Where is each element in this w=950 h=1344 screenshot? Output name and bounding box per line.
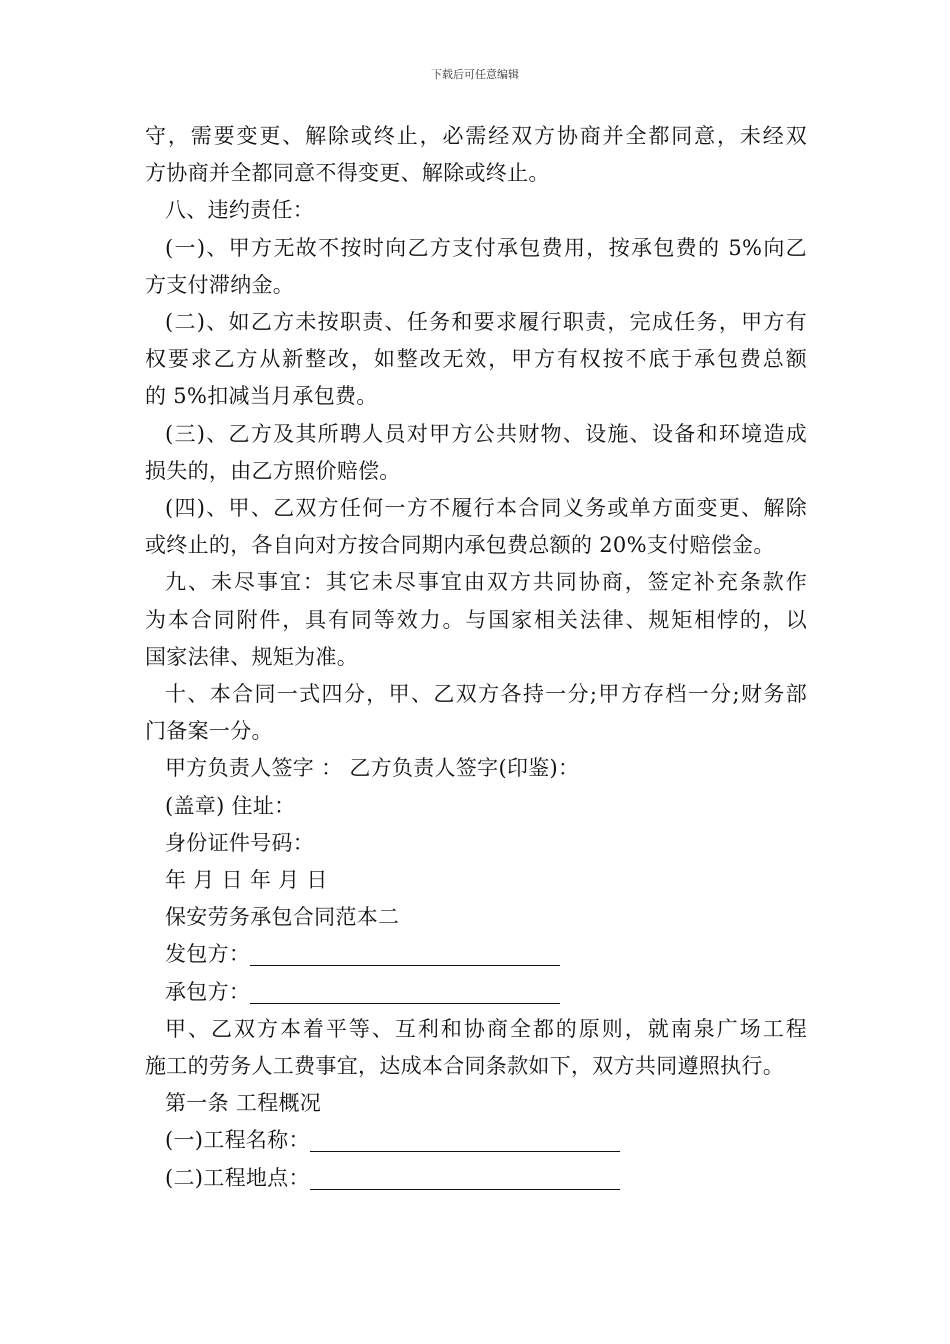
paragraph-line: 的 5%扣减当月承包费。	[145, 384, 378, 409]
paragraph-line: 或终止的，各自向对方按合同期内承包费总额的 20%支付赔偿金。	[145, 533, 775, 558]
project-location-field	[145, 1160, 807, 1197]
fabao-label: 发包方：	[165, 942, 251, 967]
paragraph-line: 甲、乙双方本着平等、互利和协商全都的原则，就南泉广场工程	[165, 1016, 807, 1041]
project-name-label: (一)工程名称：	[165, 1128, 310, 1153]
fabao-blank	[250, 941, 560, 966]
page-header: 下载后可任意编辑	[431, 68, 519, 81]
paragraph-line: 九、未尽事宜：其它未尽事宜由双方共同协商，签定补充条款作	[165, 570, 807, 595]
section-heading: 八、违约责任：	[165, 198, 315, 223]
paragraph-line: 损失的，由乙方照价赔偿。	[145, 458, 401, 483]
paragraph-line: (三)、乙方及其所聘人员对甲方公共财物、设施、设备和环境造成	[165, 421, 807, 446]
paragraph-line: (四)、甲、乙双方任何一方不履行本合同义务或单方面变更、解除	[165, 496, 807, 521]
paragraph-line: (二)、如乙方未按职责、任务和要求履行职责，完成任务，甲方有	[165, 310, 807, 335]
paragraph-line: 权要求乙方从新整改，如整改无效，甲方有权按不底于承包费总额	[145, 347, 807, 372]
paragraph-line: 施工的劳务人工费事宜，达成本合同条款如下，双方共同遵照执行。	[145, 1054, 784, 1079]
paragraph-line: 为本合同附件，具有同等效力。与国家相关法律、规矩相悖的，以	[145, 607, 807, 632]
signature-line: 甲方负责人签字 ： 乙方负责人签字(印鉴)：	[165, 756, 580, 781]
document-body	[145, 118, 807, 1197]
paragraph-line: 方支付滞纳金。	[145, 272, 295, 297]
paragraph-line: 守，需要变更、解除或终止，必需经双方协商并全都同意，未经双	[145, 124, 807, 148]
article-title: 第一条 工程概况	[165, 1091, 322, 1116]
chengbao-blank	[250, 979, 560, 1004]
address-line: (盖章) 住址：	[165, 793, 296, 818]
paragraph-line: 方协商并全都同意不得变更、解除或终止。	[145, 161, 550, 186]
project-name-field	[145, 1122, 807, 1159]
paragraph-line: (一)、甲方无故不按时向乙方支付承包费用，按承包费的 5%向乙	[165, 235, 807, 260]
paragraph-line: 国家法律、规矩为准。	[145, 644, 358, 669]
project-location-blank	[310, 1165, 620, 1190]
project-location-label: (二)工程地点：	[165, 1165, 310, 1190]
chengbao-field	[145, 974, 807, 1011]
contract-template-title: 保安劳务承包合同范本二	[165, 905, 400, 930]
paragraph-line: 门备案一分。	[145, 719, 273, 744]
chengbao-label: 承包方：	[165, 979, 251, 1004]
project-name-blank	[310, 1127, 620, 1152]
id-number-line: 身份证件号码：	[165, 830, 315, 855]
date-line: 年 月 日 年 月 日	[165, 868, 328, 893]
fabao-field	[145, 936, 807, 973]
paragraph-line: 十、本合同一式四分，甲、乙双方各持一分;甲方存档一分;财务部	[165, 682, 807, 707]
